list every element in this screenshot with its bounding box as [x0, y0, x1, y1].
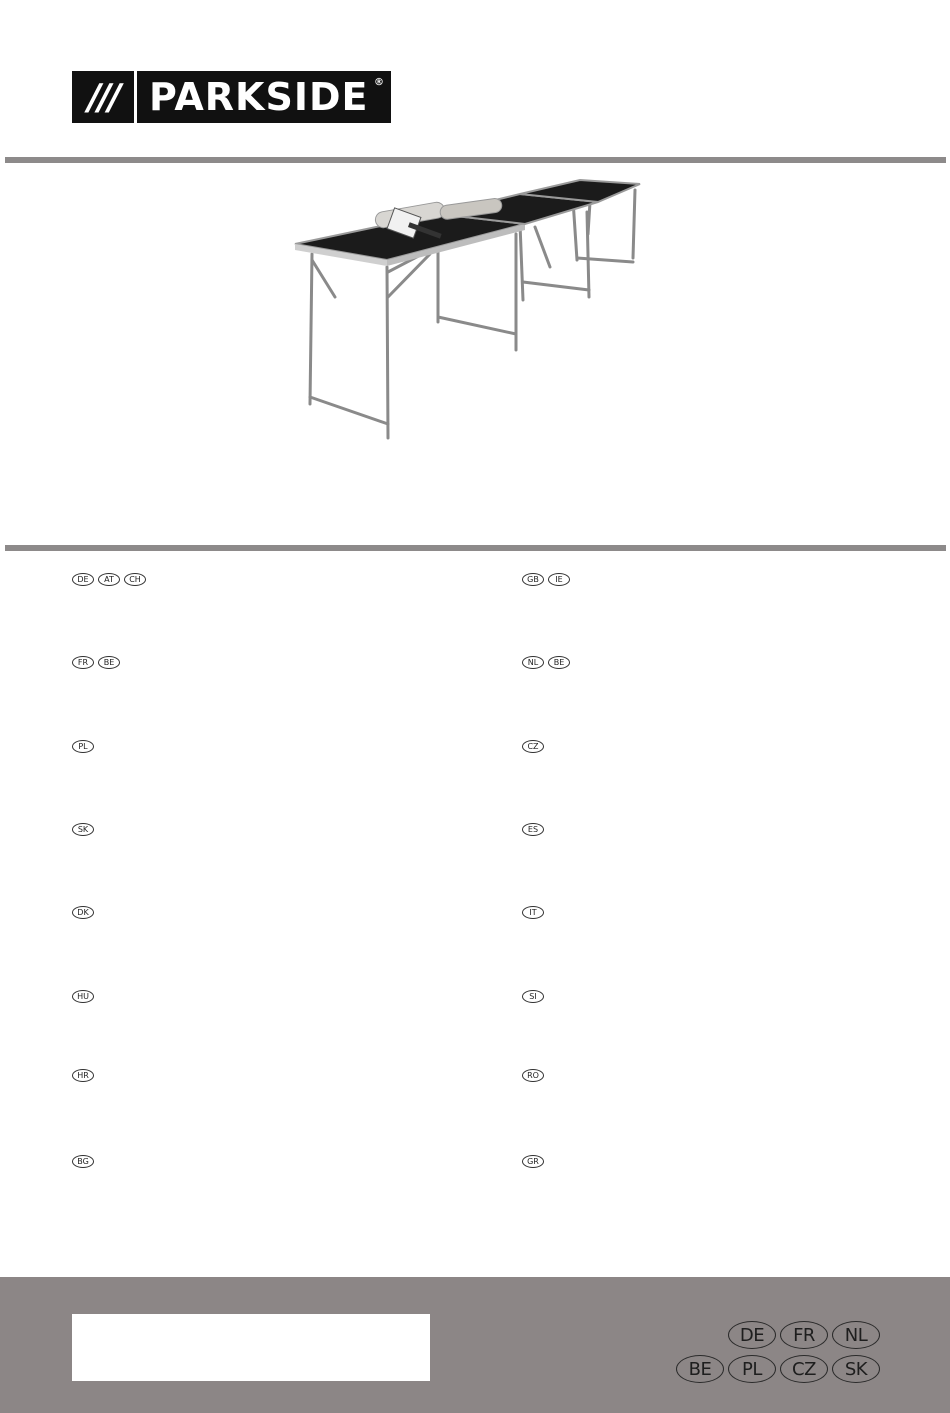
lang-badge: HU — [72, 990, 94, 1003]
lang-row-left-7 — [72, 1069, 94, 1082]
lang-row-left-4 — [72, 823, 94, 836]
lang-badge: CZ — [522, 740, 544, 753]
lang-row-right-8 — [522, 1155, 544, 1168]
lang-badge: SK — [72, 823, 94, 836]
country-badges — [660, 1321, 880, 1383]
lang-row-right-7 — [522, 1069, 544, 1082]
lang-badge: CH — [124, 573, 146, 586]
logo-slashes: /// — [72, 71, 134, 123]
lang-row-right-5 — [522, 906, 544, 919]
lang-badge: FR — [72, 656, 94, 669]
label-box — [72, 1314, 430, 1381]
lang-badge: IE — [548, 573, 570, 586]
country-badge: PL — [728, 1355, 776, 1383]
top-divider — [5, 157, 946, 163]
lang-row-right-6 — [522, 990, 544, 1003]
lang-badge: GR — [522, 1155, 544, 1168]
lang-badge: AT — [98, 573, 120, 586]
middle-divider — [5, 545, 946, 551]
lang-badge: ES — [522, 823, 544, 836]
country-badge: BE — [676, 1355, 724, 1383]
lang-row-right-1 — [522, 573, 570, 586]
lang-badge: IT — [522, 906, 544, 919]
lang-badge: HR — [72, 1069, 94, 1082]
country-badge: DE — [728, 1321, 776, 1349]
lang-row-left-5 — [72, 906, 94, 919]
lang-badge: NL — [522, 656, 544, 669]
lang-row-right-2 — [522, 656, 570, 669]
lang-badge: BE — [548, 656, 570, 669]
brand-logo — [72, 71, 391, 123]
country-badge: SK — [832, 1355, 880, 1383]
footer-band — [0, 1277, 950, 1413]
lang-badge: RO — [522, 1069, 544, 1082]
lang-row-left-8 — [72, 1155, 94, 1168]
lang-row-left-3 — [72, 740, 94, 753]
lang-row-left-6 — [72, 990, 94, 1003]
product-image — [290, 172, 650, 444]
lang-badge: BG — [72, 1155, 94, 1168]
country-badge: CZ — [780, 1355, 828, 1383]
lang-row-left-1 — [72, 573, 146, 586]
country-badge: FR — [780, 1321, 828, 1349]
lang-row-left-2 — [72, 656, 120, 669]
lang-row-right-4 — [522, 823, 544, 836]
country-row-2 — [676, 1355, 880, 1383]
lang-row-right-3 — [522, 740, 544, 753]
lang-badge: DE — [72, 573, 94, 586]
lang-badge: SI — [522, 990, 544, 1003]
lang-badge: DK — [72, 906, 94, 919]
lang-badge: BE — [98, 656, 120, 669]
logo-text: PARKSIDE — [149, 75, 369, 119]
registered-mark: ® — [374, 77, 385, 88]
country-badge: NL — [832, 1321, 880, 1349]
logo-name — [137, 71, 391, 123]
lang-badge: PL — [72, 740, 94, 753]
lang-badge: GB — [522, 573, 544, 586]
country-row-1 — [728, 1321, 880, 1349]
